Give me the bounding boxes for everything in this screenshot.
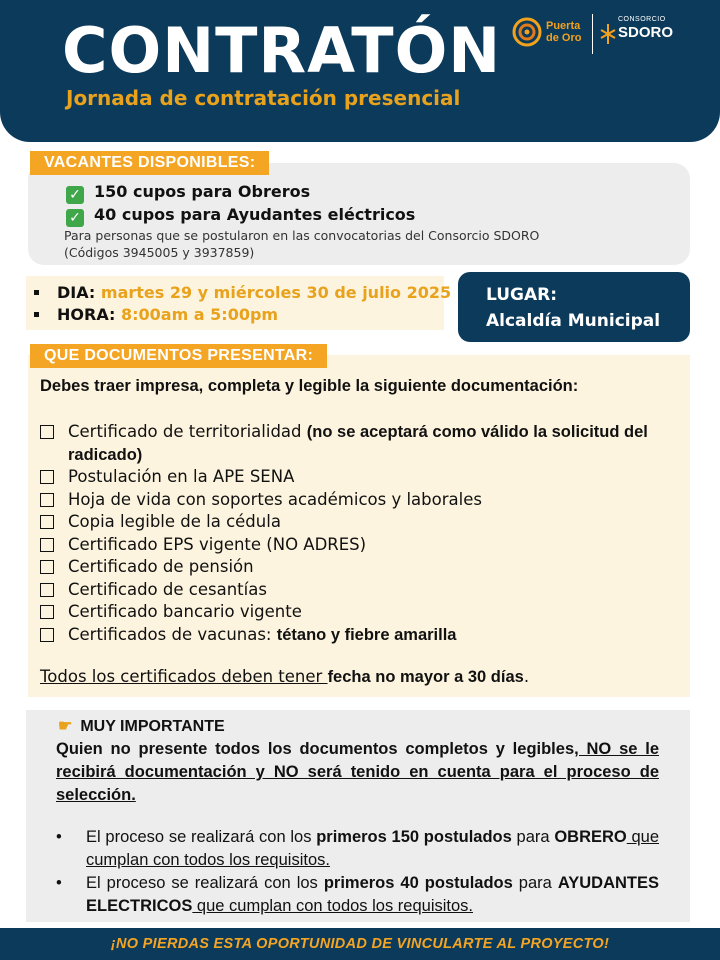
sdoro-logo-text: SDORO bbox=[618, 24, 674, 41]
item-post: que cumplan con todos los requisitos. bbox=[192, 897, 474, 915]
checkbox-icon bbox=[40, 470, 54, 484]
importante-text bbox=[56, 738, 659, 807]
item-post: que cumplan con todos los requisitos. bbox=[86, 828, 659, 869]
checkbox-icon bbox=[40, 425, 54, 439]
item-mid: para bbox=[511, 828, 555, 846]
vacante-item bbox=[66, 205, 415, 227]
documento-text: Hoja de vida con soportes académicos y laborales bbox=[68, 489, 482, 509]
lugar-label: LUGAR: bbox=[486, 285, 558, 305]
documentos-intro: Debes traer impresa, completa y legible la siguiente documentación: bbox=[40, 377, 579, 395]
page-subtitle: Jornada de contratación presencial bbox=[66, 86, 461, 110]
importante-title: MUY IMPORTANTE bbox=[80, 718, 225, 735]
vacantes-note-line2: (Códigos 3945005 y 3937859) bbox=[64, 245, 255, 260]
dia-value: martes 29 y miércoles 30 de julio 2025 bbox=[100, 283, 452, 302]
importante-heading bbox=[58, 716, 225, 736]
checkbox-icon bbox=[40, 605, 54, 619]
documentos-footer-bold: fecha no mayor a 30 días bbox=[327, 668, 524, 686]
documento-item bbox=[40, 421, 680, 466]
vacante-text: 40 cupos para Ayudantes eléctricos bbox=[94, 205, 416, 224]
sdoro-consorcio-label: CONSORCIO bbox=[618, 16, 666, 23]
lugar-value: Alcaldía Municipal bbox=[486, 311, 661, 331]
documento-text: Certificados de vacunas: bbox=[68, 624, 277, 644]
puerta-de-oro-logo-icon bbox=[512, 16, 542, 48]
vacante-text: 150 cupos para Obreros bbox=[94, 182, 311, 201]
logos bbox=[512, 14, 692, 58]
documento-item bbox=[40, 624, 680, 647]
hora-row bbox=[34, 305, 278, 324]
documento-text: Certificado bancario vigente bbox=[68, 602, 302, 621]
item-mid: para bbox=[512, 874, 558, 892]
importante-text-part1: Quien no presente todos los documentos completos y legibles bbox=[56, 740, 575, 758]
documento-bold: (no se aceptará como válido la solicitud del radicado) bbox=[68, 423, 648, 464]
logo1-line2: de Oro bbox=[546, 32, 582, 44]
dia-label: DIA: bbox=[57, 283, 96, 302]
documento-item bbox=[40, 511, 680, 534]
documento-item bbox=[40, 579, 680, 602]
item-bold: primeros 150 postulados bbox=[316, 828, 512, 846]
vacantes-note bbox=[64, 227, 664, 261]
checkbox-icon bbox=[40, 560, 54, 574]
checkbox-icon bbox=[40, 583, 54, 597]
documento-item bbox=[40, 534, 680, 557]
pointing-hand-icon: ☛ bbox=[58, 718, 73, 735]
documento-item bbox=[40, 601, 680, 624]
importante-list bbox=[56, 826, 659, 918]
vacantes-panel bbox=[28, 163, 690, 265]
checkbox-icon bbox=[40, 628, 54, 642]
vacantes-label: VACANTES DISPONIBLES: bbox=[30, 151, 269, 175]
documento-text: Certificado de pensión bbox=[68, 557, 254, 576]
documentos-panel bbox=[28, 355, 690, 697]
item-bold2: OBRERO bbox=[554, 828, 627, 846]
item-pre: El proceso se realizará con los bbox=[86, 828, 317, 846]
sdoro-star-icon bbox=[600, 20, 616, 48]
vacantes-note-line1: Para personas que se postularon en las convocatorias del Consorcio SDORO bbox=[64, 228, 540, 243]
importante-panel bbox=[26, 710, 690, 922]
item-bold2: AYUDANTES ELECTRICOS bbox=[86, 874, 660, 915]
puerta-de-oro-logo-text bbox=[546, 20, 581, 44]
bullet-square-icon bbox=[34, 312, 39, 317]
documento-item bbox=[40, 466, 680, 489]
documento-text: Certificado EPS vigente (NO ADRES) bbox=[68, 534, 367, 554]
importante-item: • El proceso se realizará con los primeros 150 postulados para OBRERO que cumplan con todos los requisitos. bbox=[56, 828, 659, 869]
item-bold: primeros 40 postulados bbox=[323, 874, 513, 892]
checkbox-icon bbox=[40, 538, 54, 552]
importante-item: • El proceso se realizará con los primeros 40 postulados para AYUDANTES ELECTRICOS que cumplan con todos los requisitos. bbox=[56, 874, 660, 915]
checkbox-icon bbox=[40, 493, 54, 507]
dia-row bbox=[34, 283, 451, 302]
lugar-panel bbox=[458, 272, 690, 342]
documento-text: Copia legible de la cédula bbox=[68, 512, 281, 531]
documento-text: Certificado de cesantías bbox=[68, 579, 267, 599]
logo-separator bbox=[592, 14, 593, 54]
documento-bold: tétano y fiebre amarilla bbox=[276, 625, 457, 644]
documentos-footer-end: . bbox=[523, 667, 530, 686]
documentos-list bbox=[40, 421, 680, 646]
check-icon: ✓ bbox=[66, 186, 84, 204]
documento-item bbox=[40, 489, 680, 512]
bullet-square-icon bbox=[34, 290, 39, 295]
importante-text-part2: , NO se le recibirá documentación y NO será tenido en cuenta para el proceso de selección. bbox=[56, 740, 659, 804]
checkbox-icon bbox=[40, 515, 54, 529]
item-pre: El proceso se realizará con los bbox=[86, 874, 324, 892]
schedule-panel bbox=[26, 276, 452, 330]
check-icon: ✓ bbox=[66, 209, 84, 227]
documento-item bbox=[40, 556, 680, 579]
documento-text: Certificado de territorialidad bbox=[68, 422, 307, 441]
header-banner bbox=[0, 0, 720, 142]
documento-text: Postulación en la APE SENA bbox=[68, 467, 295, 486]
documentos-footer bbox=[40, 667, 529, 687]
hora-label: HORA: bbox=[57, 305, 116, 324]
documentos-footer-text: Todos los certificados deben tener bbox=[40, 667, 328, 686]
logo1-line1: Puerta bbox=[546, 20, 581, 32]
footer-banner: ¡NO PIERDAS ESTA OPORTUNIDAD DE VINCULARTE AL PROYECTO! bbox=[0, 928, 720, 960]
vacante-item bbox=[66, 182, 310, 204]
hora-value: 8:00am a 5:00pm bbox=[120, 305, 279, 324]
documentos-label: QUE DOCUMENTOS PRESENTAR: bbox=[30, 344, 327, 368]
page-title: CONTRATÓN bbox=[62, 14, 502, 87]
